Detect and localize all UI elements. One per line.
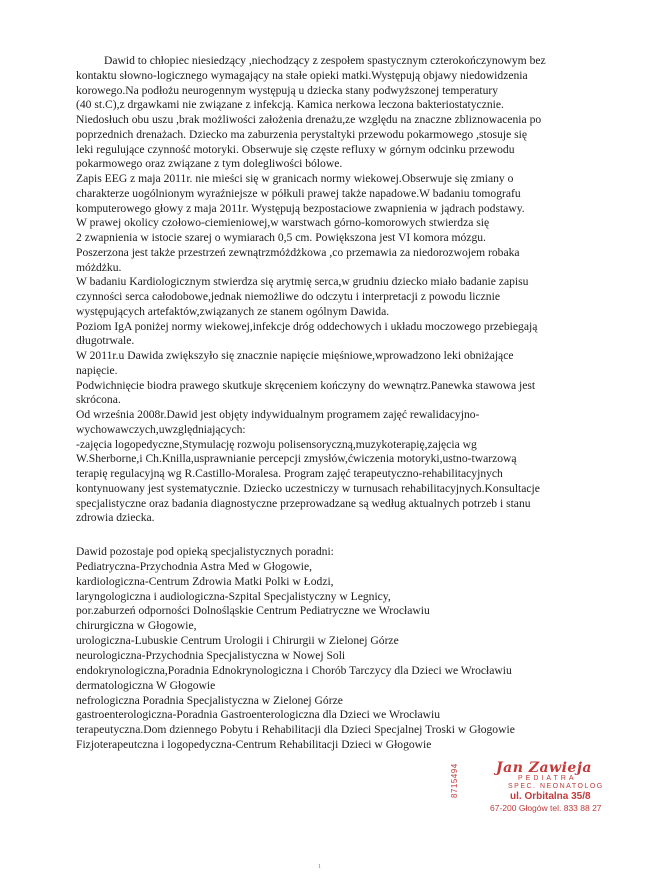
text-line: neurologiczna-Przychodnia Specjalistyczna w Nowej Soli — [76, 648, 346, 662]
text-line: występujących artefaktów,związanych ze stanem ogólnym Dawida. — [76, 304, 390, 318]
text-line: Dawid to chłopiec niesiedzący ,niechodzący z zespołem spastycznym czterokończynowym bez — [104, 54, 546, 67]
text-line: komputerowego głowy z maja 2011r. Występują bezpostaciowe zwapnienia w jądrach podstawy. — [76, 201, 525, 215]
text-line: terapię regulacyjną wg R.Castillo-Moralesa. Program zajęć terapeutyczno-rehabilitacyjnych — [76, 467, 503, 480]
text-line: terapeutyczna.Dom dziennego Pobytu i Rehabilitacji dla Dzieci Specjalnej Troski w Głogowie — [76, 723, 515, 737]
text-line: urologiczna-Lubuskie Centrum Urologii i Chirurgii w Zielonej Górze — [76, 634, 399, 648]
text-line: chirurgiczna w Głogowie, — [76, 619, 197, 633]
stamp-specialty: SPEC. NEONATOLOG — [508, 783, 604, 790]
text-line: móżdżku. — [76, 260, 122, 274]
text-line: nefrologiczna Poradnia Specjalistyczna w Zielonej Górze — [76, 693, 343, 707]
text-line: Niedosłuch obu uszu ,brak możliwości założenia drenażu,ze względu na znaczne zbliznowacenia po — [76, 113, 542, 126]
text-line: Od września 2008r.Dawid jest objęty indywidualnym programem zajęć rewalidacyjno- — [76, 408, 480, 421]
text-line: (40 st.C),z drgawkami nie związane z infekcją. Kamica nerkowa leczona bakteriostatycznie. — [76, 98, 504, 112]
text-line: Pediatryczna-Przychodnia Astra Med w Głogowie, — [76, 559, 312, 573]
text-line: 2 zwapnienia w istocie szarej o wymiarach 0,5 cm. Powiększona jest VI komora mózgu. — [76, 231, 486, 244]
text-line: zdrowia dziecka. — [76, 511, 155, 525]
stamp-city-phone: 67-200 Głogów tel. 833 88 27 — [490, 803, 602, 813]
text-line: Poziom IgA poniżej normy wiekowej,infekcje dróg oddechowych i układu moczowego przebiegają — [76, 319, 538, 333]
text-line: napięcie. — [76, 363, 118, 377]
text-line: poprzednich drenażach. Dziecko ma zaburzenia perystaltyki przewodu pokarmowego ,stosuje się — [76, 127, 528, 141]
text-line: pokarmowego oraz związane z tym dolegliwości bólowe. — [76, 157, 343, 171]
text-line: Zapis EEG z maja 2011r. nie mieści się w granicach normy wiekowej.Obserwuje się zmiany o — [76, 172, 514, 185]
text-line: W.Sherborne,i Ch.Knilla,usprawnianie percepcji zmysłów,ćwiczenia motoryki,ustno-twarzową — [76, 452, 517, 466]
text-line: W prawej okolicy czołowo-ciemieniowej,w warstwach górno-komorowych stwierdza się — [76, 216, 490, 230]
text-line: skrócona. — [76, 393, 121, 407]
stamp-title: PEDIATRA — [518, 775, 577, 782]
doctor-stamp — [450, 760, 616, 820]
text-line: por.zaburzeń odporności Dolnośląskie Centrum Pediatryczne we Wrocławiu — [76, 604, 430, 618]
text-line: leki regulujące czynność motoryki. Obserwuje się częste refluxy w górnym odcinku przewodu — [76, 142, 515, 156]
text-line: kardiologiczna-Centrum Zdrowia Matki Polki w Łodzi, — [76, 574, 334, 588]
text-line: -zajęcia logopedyczne,Stymulację rozwoju polisensoryczną,muzykoterapię,zajęcia wg — [76, 437, 477, 451]
text-line: specjalistyczne oraz badania diagnostyczne przeprowadzane są według aktualnych potrzeb i stanu — [76, 496, 531, 510]
text-line: charakterze uogólnionym wyraźniejsze w półkuli prawej także napadowe.W badaniu tomografu — [76, 186, 521, 200]
text-line: W badaniu Kardiologicznym stwierdza się arytmię serca,w grudniu dziecko miało badanie zapisu — [76, 275, 529, 289]
stamp-address: ul. Orbitalna 35/8 — [510, 791, 591, 802]
text-line: Fizjoterapeutczna i logopedyczna-Centrum Rehabilitacji Dzieci w Głogowie — [76, 738, 432, 752]
text-line: W 2011r.u Dawida zwiększyło się znacznie napięcie mięśniowe,wprowadzono leki obniżające — [76, 349, 514, 362]
text-line: Podwichnięcie biodra prawego skutkuje skręceniem kończyny do wewnątrz.Panewka stawowa jest — [76, 378, 536, 392]
text-line: laryngologiczna i audiologiczna-Szpital Specjalistyczny w Legnicy, — [76, 589, 391, 603]
stamp-doctor-name: Jan Zawieja — [496, 760, 592, 776]
page-number: 1 — [318, 864, 321, 870]
text-line: kontaktu słowno-logicznego wymagający na stałe opieki matki.Występują objawy niedowidzenia — [76, 68, 528, 82]
text-line: Dawid pozostaje pod opieką specjalistycznych poradni: — [76, 545, 334, 558]
text-line: Poszerzona jest także przestrzeń zewnątrzmóżdżkowa ,co przemawia za niedorozwojem robaka — [76, 245, 520, 259]
text-line: endokrynologiczna,Poradnia Ednokrynologiczna i Chorób Tarczycy dla Dzieci we Wrocławiu — [76, 663, 512, 677]
stamp-number: 8715494 — [450, 763, 459, 798]
text-line: czynności serca całodobowe,jednak niemożliwe do odczytu i interpretacji z powodu licznie — [76, 290, 500, 303]
text-line: korowego.Na podłożu neurogennym występują u dziecka stany podwyższonej temperatury — [76, 83, 499, 97]
text-line: dermatologiczna W Głogowie — [76, 678, 216, 692]
text-line: długotrwale. — [76, 334, 135, 348]
text-line: wychowawczych,uwzględniających: — [76, 422, 246, 436]
text-line: gastroenterologiczna-Poradnia Gastroenterologiczna dla Dzieci we Wrocławiu — [76, 708, 441, 722]
text-line: kontynuowany jest systematycznie. Dziecko uczestniczy w turnusach rehabilitacyjnych.Konsultacje — [76, 481, 540, 495]
